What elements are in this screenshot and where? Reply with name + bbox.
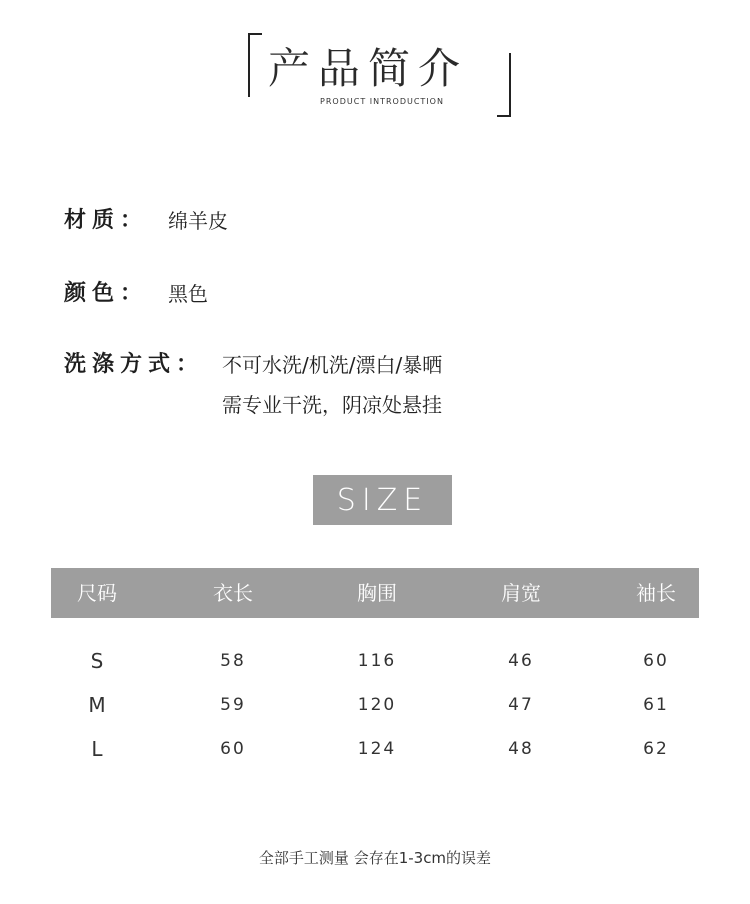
cell-chest: 124 — [357, 739, 397, 759]
table-row — [0, 646, 750, 676]
header-sleeve: 袖长 — [636, 581, 676, 605]
page-title: 产品简介 — [268, 44, 469, 93]
cell-length: 60 — [220, 739, 246, 759]
washing-label: 洗涤方式： — [64, 352, 205, 377]
cell-chest: 116 — [357, 651, 397, 671]
color-label: 颜色： — [64, 281, 149, 306]
cell-sleeve: 62 — [643, 739, 669, 759]
cell-size: S — [90, 649, 104, 673]
cell-size: M — [88, 693, 106, 717]
material-value: 绵羊皮 — [168, 209, 228, 233]
header-length: 衣长 — [213, 581, 253, 605]
table-row — [0, 690, 750, 720]
cell-length: 59 — [220, 695, 246, 715]
cell-size: L — [91, 737, 103, 761]
header-shoulder: 肩宽 — [501, 581, 541, 605]
size-badge-label: SIZE — [336, 482, 429, 518]
cell-sleeve: 60 — [643, 651, 669, 671]
title-bracket-left — [248, 33, 262, 97]
washing-value: 不可水洗/机洗/漂白/暴晒 — [222, 353, 443, 377]
material-label: 材质： — [64, 208, 149, 233]
cell-shoulder: 48 — [508, 739, 534, 759]
cell-length: 58 — [220, 651, 246, 671]
cell-shoulder: 47 — [508, 695, 534, 715]
measurement-note: 全部手工测量 会存在1-3cm的误差 — [258, 849, 492, 867]
header-chest: 胸围 — [357, 581, 397, 605]
size-table-header — [51, 568, 699, 618]
cell-shoulder: 46 — [508, 651, 534, 671]
table-row — [0, 734, 750, 764]
size-badge — [313, 475, 452, 525]
page-subtitle: PRODUCT INTRODUCTION — [320, 97, 444, 106]
title-bracket-right — [497, 53, 511, 117]
header-size: 尺码 — [77, 581, 117, 605]
washing-value-line2: 需专业干洗，阴凉处悬挂 — [222, 393, 442, 417]
cell-chest: 120 — [357, 695, 397, 715]
color-value: 黑色 — [168, 282, 208, 306]
cell-sleeve: 61 — [643, 695, 669, 715]
